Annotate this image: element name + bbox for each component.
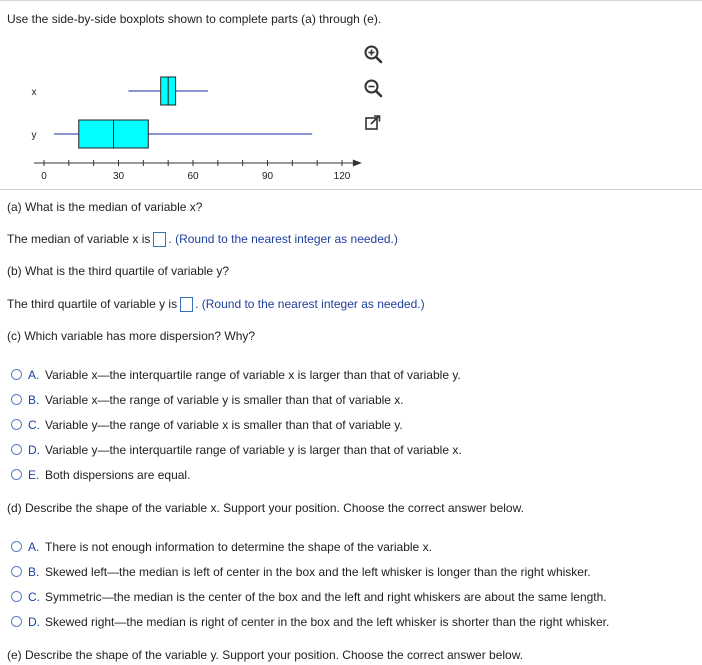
answer-input-a[interactable] — [153, 232, 166, 247]
option-text: Both dispersions are equal. — [45, 468, 191, 482]
option-d-a[interactable] — [11, 540, 432, 554]
option-letter: C. — [28, 590, 40, 604]
option-text: Skewed right—the median is right of center in the box and the left whisker is shorter than the right whisker. — [45, 615, 610, 629]
series-label-y: y — [31, 130, 37, 141]
radio-d-b[interactable] — [11, 566, 22, 577]
x-tick-label: 0 — [41, 171, 47, 182]
option-text: Variable x—the interquartile range of variable x is larger than that of variable y. — [45, 368, 461, 382]
radio-d-a[interactable] — [11, 541, 22, 552]
answer-line-a — [7, 232, 398, 247]
x-axis-arrow — [353, 160, 362, 167]
radio-c-b[interactable] — [11, 394, 22, 405]
prompt-b: The third quartile of variable y is — [7, 297, 178, 311]
radio-c-e[interactable] — [11, 469, 22, 480]
x-tick-label: 60 — [187, 171, 199, 182]
option-letter: B. — [28, 565, 40, 579]
radio-c-d[interactable] — [11, 444, 22, 455]
option-letter: A. — [28, 368, 40, 382]
option-c-d[interactable] — [11, 443, 462, 457]
hint-b: . (Round to the nearest integer as needed.) — [195, 297, 425, 311]
question-a: (a) What is the median of variable x? — [7, 200, 203, 214]
option-c-a[interactable] — [11, 368, 461, 382]
radio-c-c[interactable] — [11, 419, 22, 430]
option-d-d[interactable] — [11, 615, 609, 629]
question-e: (e) Describe the shape of the variable y. Support your position. Choose the correct answer below. — [7, 648, 524, 662]
instructions: Use the side-by-side boxplots shown to complete parts (a) through (e). — [7, 12, 382, 26]
option-d-b[interactable] — [11, 565, 591, 579]
boxplot-chart — [0, 36, 702, 186]
x-tick-label: 30 — [112, 171, 125, 182]
top-border — [0, 0, 702, 1]
option-c-b[interactable] — [11, 393, 404, 407]
zoom-out-icon[interactable] — [363, 78, 383, 101]
prompt-a: The median of variable x is — [7, 232, 151, 246]
hint-a: . (Round to the nearest integer as needed.) — [168, 232, 398, 246]
option-text: Symmetric—the median is the center of the box and the left and right whiskers are about the same length. — [45, 590, 607, 604]
option-letter: C. — [28, 418, 40, 432]
boxplot-figure — [0, 36, 702, 186]
answer-input-b[interactable] — [180, 297, 193, 312]
option-letter: A. — [28, 540, 40, 554]
answer-line-b — [7, 297, 425, 312]
radio-c-a[interactable] — [11, 369, 22, 380]
series-label-x: x — [31, 87, 37, 98]
zoom-in-icon[interactable] — [363, 44, 383, 67]
section-divider — [0, 189, 702, 190]
radio-d-c[interactable] — [11, 591, 22, 602]
option-text: Variable y—the range of variable x is smaller than that of variable y. — [45, 418, 403, 432]
x-tick-label: 120 — [333, 171, 351, 182]
option-letter: B. — [28, 393, 40, 407]
option-c-e[interactable] — [11, 468, 190, 482]
question-c: (c) Which variable has more dispersion? Why? — [7, 329, 256, 343]
x-tick-label: 90 — [261, 171, 274, 182]
option-text: Skewed left—the median is left of center in the box and the left whisker is longer than the right whisker. — [45, 565, 591, 579]
option-text: There is not enough information to determine the shape of the variable x. — [45, 540, 432, 554]
option-d-c[interactable] — [11, 590, 607, 604]
option-text: Variable x—the range of variable y is smaller than that of variable x. — [45, 393, 404, 407]
question-b: (b) What is the third quartile of variable y? — [7, 264, 230, 278]
radio-d-d[interactable] — [11, 616, 22, 627]
option-text: Variable y—the interquartile range of variable y is larger than that of variable x. — [45, 443, 462, 457]
option-letter: E. — [28, 468, 40, 482]
option-c-c[interactable] — [11, 418, 403, 432]
question-d: (d) Describe the shape of the variable x. Support your position. Choose the correct answer below. — [7, 501, 524, 515]
option-letter: D. — [28, 615, 40, 629]
option-letter: D. — [28, 443, 40, 457]
popout-icon[interactable] — [364, 114, 382, 135]
